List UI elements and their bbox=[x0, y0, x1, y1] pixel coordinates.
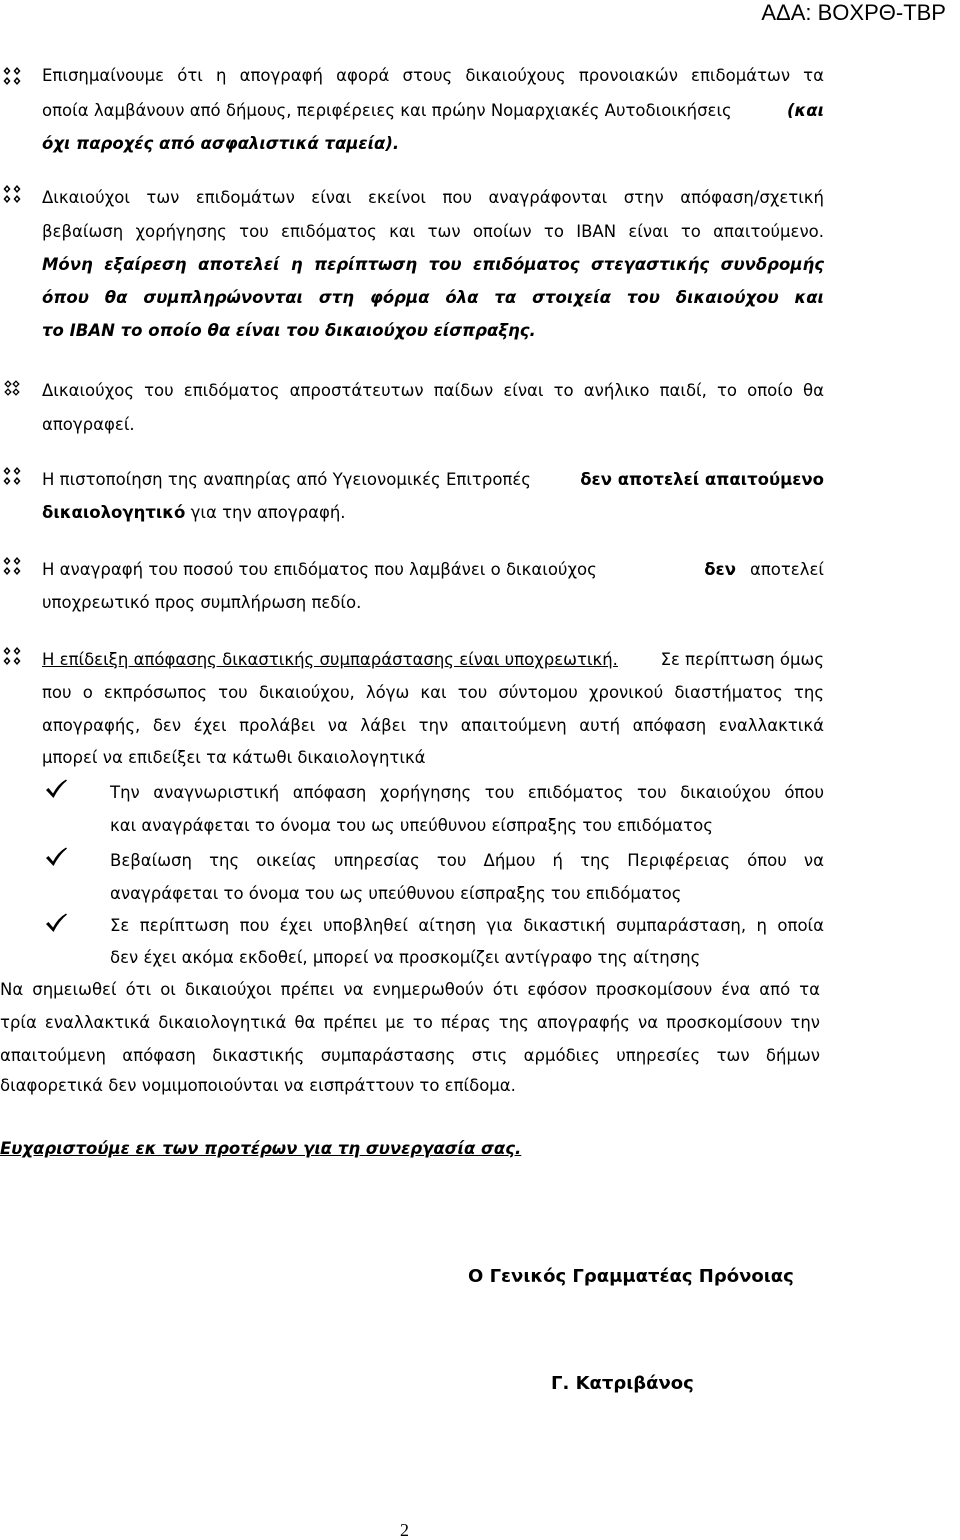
bullet-2-line-3: Μόνη εξαίρεση αποτελεί η περίπτωση του επιδόματος στεγαστικής συνδρομής bbox=[42, 255, 824, 274]
bullet-4-text-2: για την απογραφή. bbox=[190, 503, 346, 522]
bullet-4-line-1 bbox=[42, 470, 824, 490]
bullet-3-line-1: Δικαιούχος του επιδόματος απροστάτευτων παίδων είναι το ανήλικο παιδί, το οποίο θα bbox=[42, 381, 824, 400]
signature-name: Γ. Κατριβάνος bbox=[551, 1373, 694, 1394]
page-number: 2 bbox=[400, 1520, 409, 1540]
check-3-line-1: Σε περίπτωση που έχει υποβληθεί αίτηση για δικαστική συμπαράσταση, η οποία bbox=[110, 916, 824, 935]
bullet-6-line-2: που ο εκπρόσωπος του δικαιούχου, λόγω και του σύντομου χρονικού διαστήματος της bbox=[42, 683, 824, 702]
bullet-1-emphasis: (και bbox=[786, 101, 824, 120]
bullet-5-text-wrap bbox=[42, 560, 736, 580]
bullet-6-underlined: Η επίδειξη απόφασης δικαστικής συμπαράστασης είναι υποχρεωτική. bbox=[42, 650, 618, 669]
bullet-1-line-1: Επισημαίνουμε ότι η απογραφή αφορά στους δικαιούχους προνοιακών επιδομάτων τα bbox=[42, 66, 824, 85]
check-2-line-2: αναγράφεται το όνομα του ως υπεύθυνου είσπραξης του επιδόματος bbox=[110, 884, 682, 903]
bullet-5-text-end: αποτελεί bbox=[749, 560, 824, 579]
bullet-5-line-1 bbox=[42, 560, 824, 580]
checkmark-icon bbox=[44, 846, 68, 868]
note-line-3: απαιτούμενη απόφαση δικαστικής συμπαράστασης στις αρμόδιες υπηρεσίες των δήμων bbox=[0, 1046, 820, 1065]
bullet-2-line-1: Δικαιούχοι των επιδομάτων είναι εκείνοι που αναγράφονται στην απόφαση/σχετική bbox=[42, 188, 824, 207]
thanks-text: Ευχαριστούμε εκ των προτέρων για τη συνεργασία σας. bbox=[0, 1139, 522, 1158]
bullet-5-line-2: υποχρεωτικό προς συμπλήρωση πεδίο. bbox=[42, 593, 362, 612]
document-code: ΑΔΑ: ΒΟΧΡΘ-ΤΒΡ bbox=[761, 0, 946, 25]
diamond-bullet-icon bbox=[2, 466, 22, 486]
diamond-bullet-icon bbox=[4, 380, 20, 396]
bullet-1-line-2 bbox=[42, 101, 824, 121]
diamond-bullet-icon bbox=[2, 184, 22, 204]
note-line-1: Να σημειωθεί ότι οι δικαιούχοι πρέπει να ενημερωθούν ότι εφόσον προσκομίσουν ένα από τα bbox=[0, 980, 820, 999]
bullet-6-line-4: μπορεί να επιδείξει τα κάτωθι δικαιολογητικά bbox=[42, 748, 426, 767]
bullet-2-line-5: το IBAN το οποίο θα είναι του δικαιούχου είσπραξης. bbox=[42, 321, 536, 340]
bullet-2-line-2: βεβαίωση χορήγησης του επιδόματος και των οποίων το IBAN είναι το απαιτούμενο. bbox=[42, 222, 824, 241]
bullet-4-emphasis: δεν αποτελεί απαιτούμενο bbox=[580, 470, 824, 489]
bullet-1-text: οποία λαμβάνουν από δήμους, περιφέρειες και πρώην Νομαρχιακές Αυτοδιοικήσεις bbox=[42, 101, 732, 120]
bullet-5-emphasis: δεν bbox=[704, 560, 736, 579]
checkmark-icon bbox=[44, 912, 68, 934]
check-1-line-1: Την αναγνωριστική απόφαση χορήγησης του επιδόματος του δικαιούχου όπου bbox=[110, 783, 824, 802]
check-3-line-2: δεν έχει ακόμα εκδοθεί, μπορεί να προσκομίζει αντίγραφο της αίτησης bbox=[110, 948, 701, 967]
bullet-5-text: Η αναγραφή του ποσού του επιδόματος που λαμβάνει ο δικαιούχος bbox=[42, 560, 597, 579]
bullet-3-line-2: απογραφεί. bbox=[42, 415, 135, 434]
diamond-bullet-icon bbox=[2, 646, 22, 666]
bullet-6-line-1 bbox=[42, 650, 824, 670]
bullet-6-text: Σε περίπτωση όμως bbox=[660, 650, 824, 669]
diamond-bullet-icon bbox=[2, 66, 22, 86]
note-line-2: τρία εναλλακτικά δικαιολογητικά θα πρέπει με το πέρας της απογραφής να προσκομίσουν την bbox=[0, 1013, 820, 1032]
bullet-4-line-2 bbox=[42, 503, 346, 523]
signature-title: Ο Γενικός Γραμματέας Πρόνοιας bbox=[468, 1266, 794, 1287]
bullet-2-line-4: όπου θα συμπληρώνονται στη φόρμα όλα τα στοιχεία του δικαιούχου και bbox=[42, 288, 824, 307]
check-2-line-1: Βεβαίωση της οικείας υπηρεσίας του Δήμου ή της Περιφέρειας όπου να bbox=[110, 851, 824, 870]
checkmark-icon bbox=[44, 778, 68, 800]
note-line-4: διαφορετικά δεν νομιμοποιούνται να εισπράττουν το επίδομα. bbox=[0, 1076, 516, 1095]
bullet-4-text: Η πιστοποίηση της αναπηρίας από Υγειονομικές Επιτροπές bbox=[42, 470, 531, 489]
bullet-1-line-3: όχι παροχές από ασφαλιστικά ταμεία). bbox=[42, 134, 400, 153]
bullet-4-emphasis-2: δικαιολογητικό bbox=[42, 503, 186, 522]
bullet-6-line-3: απογραφής, δεν έχει προλάβει να λάβει την απαιτούμενη αυτή απόφαση εναλλακτικά bbox=[42, 716, 824, 735]
diamond-bullet-icon bbox=[2, 556, 22, 576]
check-1-line-2: και αναγράφεται το όνομα του ως υπεύθυνου είσπραξης του επιδόματος bbox=[110, 816, 713, 835]
